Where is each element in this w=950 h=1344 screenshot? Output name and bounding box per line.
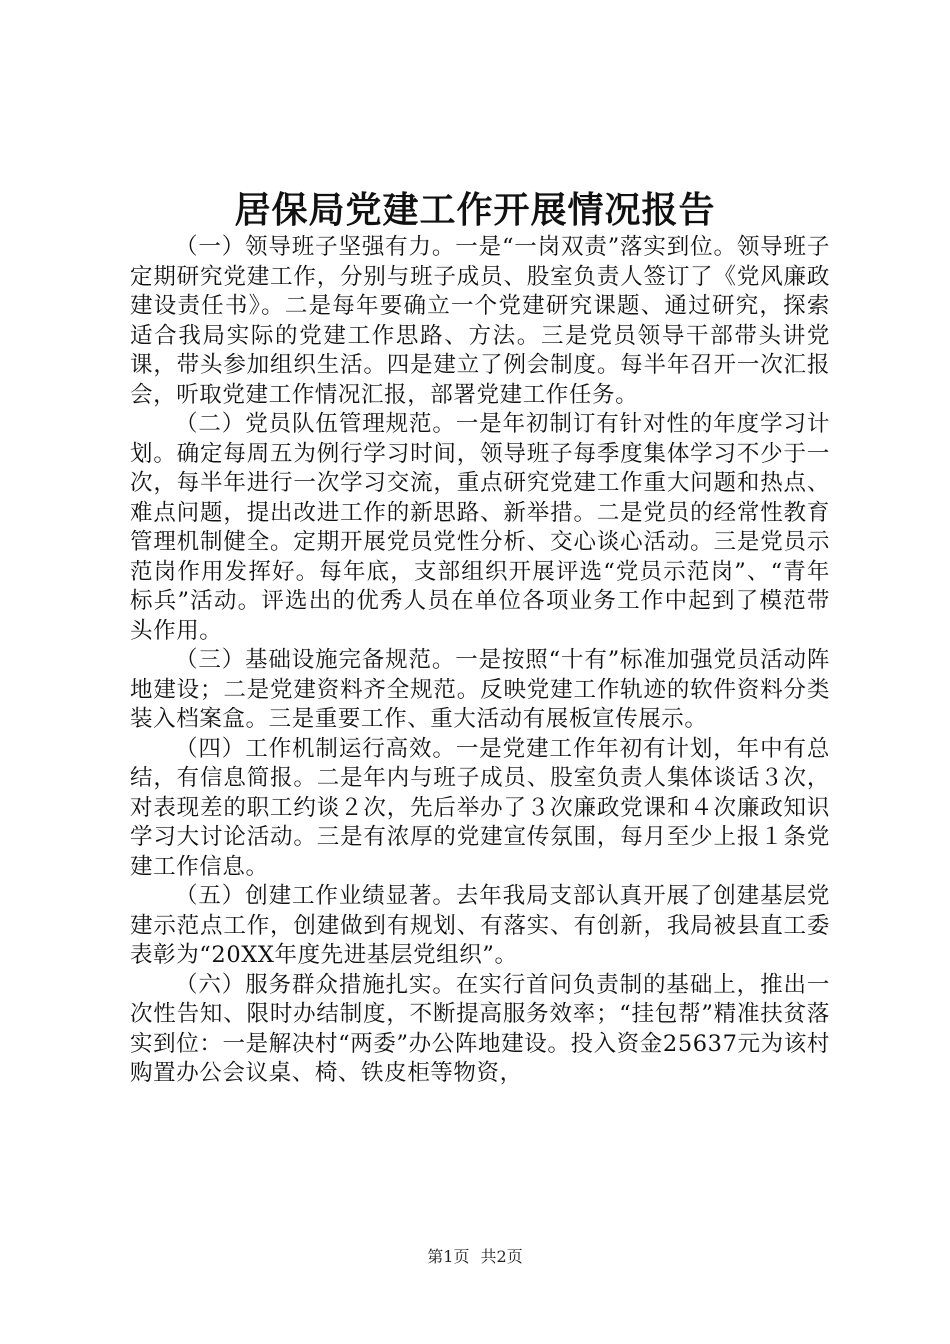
paragraph-3: （三）基础设施完备规范。一是按照“十有”标准加强党员活动阵地建设；二是党建资料齐全规范。反映党建工作轨迹的软件资料分类装入档案盒。三是重要工作、重大活动有展板宣传展示。 — [130, 647, 830, 732]
paragraph-5: （五）创建工作业绩显著。去年我局支部认真开展了创建基层党建示范点工作，创建做到有规划、有落实、有创新，我局被县直工委表彰为“20XX年度先进基层党组织”。 — [130, 883, 830, 968]
paragraph-6: （六）服务群众措施扎实。在实行首问负责制的基础上，推出一次性告知、限时办结制度，不断提高服务效率；“挂包帮”精准扶贫落实到位：一是解决村“两委”办公阵地建设。投入资金25637元为该村购置办公会议桌、椅、铁皮柜等物资， — [130, 971, 830, 1086]
document-title: 居保局党建工作开展情况报告 — [234, 189, 716, 231]
page-footer — [0, 1244, 950, 1267]
document-body — [130, 233, 830, 1089]
total-pages: 共2页 — [480, 1247, 523, 1266]
paragraph-1: （一）领导班子坚强有力。一是“一岗双责”落实到位。领导班子定期研究党建工作，分别与班子成员、股室负责人签订了《党风廉政建设责任书》。二是每年要确立一个党建研究课题、通过研究，探索适合我局实际的党建工作思路、方法。三是党员领导干部带头讲党课，带头参加组织生活。四是建立了例会制度。每半年召开一次汇报会，听取党建工作情况汇报，部署党建工作任务。 — [130, 234, 830, 408]
page-number: 第1页 — [427, 1247, 470, 1266]
paragraph-4: （四）工作机制运行高效。一是党建工作年初有计划，年中有总结，有信息简报。二是年内与班子成员、股室负责人集体谈话３次，对表现差的职工约谈２次，先后举办了３次廉政党课和４次廉政知识学习大讨论活动。三是有浓厚的党建宣传氛围，每月至少上报１条党建工作信息。 — [130, 735, 830, 880]
paragraph-2: （二）党员队伍管理规范。一是年初制订有针对性的年度学习计划。确定每周五为例行学习时间，领导班子每季度集体学习不少于一次，每半年进行一次学习交流，重点研究党建工作重大问题和热点、难点问题，提出改进工作的新思路、新举措。二是党员的经常性教育管理机制健全。定期开展党员党性分析、交心谈心活动。三是党员示范岗作用发挥好。每年底，支部组织开展评选“党员示范岗”、“青年标兵”活动。评选出的优秀人员在单位各项业务工作中起到了模范带头作用。 — [130, 411, 830, 644]
